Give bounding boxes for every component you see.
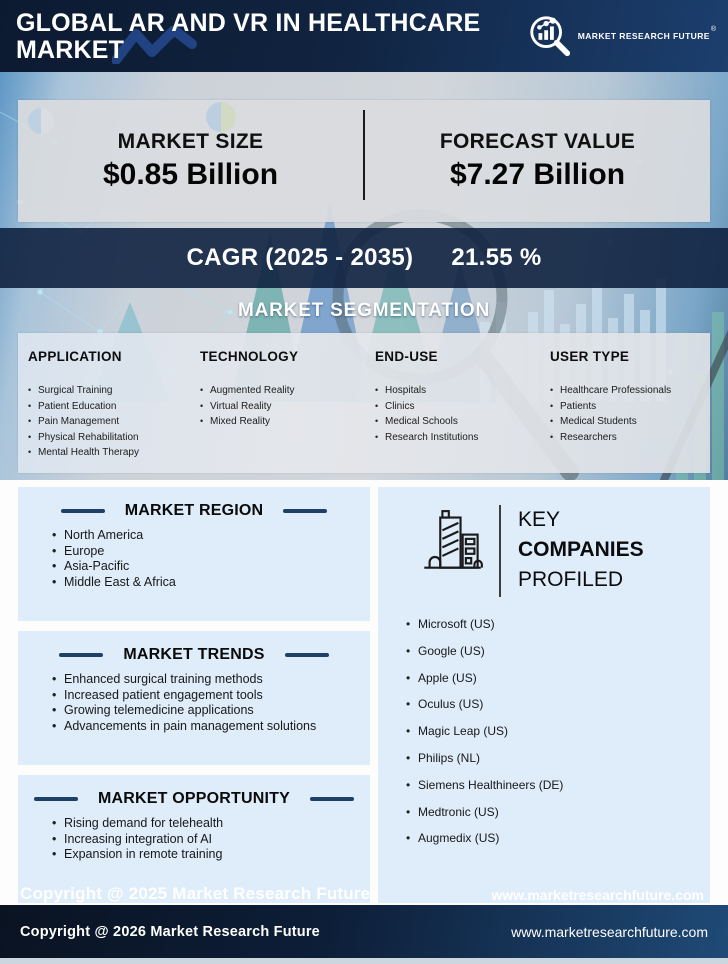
list-item: • Medtronic (US): [406, 799, 710, 826]
vertical-divider: [499, 505, 501, 597]
list-item: • Hospitals: [375, 383, 478, 399]
list-item: • Mental Health Therapy: [28, 445, 139, 461]
market-region-panel: [18, 487, 370, 621]
footer-bar: [0, 905, 728, 958]
list-item: • Siemens Healthineers (DE): [406, 772, 710, 799]
bottom-edge-strip: [0, 958, 728, 964]
market-opportunity-title: MARKET OPPORTUNITY: [97, 790, 291, 807]
market-stats-panel: [18, 100, 710, 222]
key-companies-title: [518, 505, 644, 595]
market-trends-panel: [18, 631, 370, 765]
market-opportunity-list: [52, 816, 370, 863]
key-companies-list: [406, 611, 710, 852]
segment-item-list: [375, 383, 478, 445]
list-item: • Researchers: [550, 430, 671, 446]
cagr-banner: [0, 228, 728, 288]
list-item: • Mixed Reality: [200, 414, 295, 430]
brand-logo: [527, 13, 716, 59]
market-size-label: MARKET SIZE: [117, 130, 264, 153]
segmentation-column-application: [28, 333, 196, 473]
list-item: • Virtual Reality: [200, 399, 295, 415]
list-item: • Apple (US): [406, 665, 710, 692]
list-item: • Patient Education: [28, 399, 139, 415]
segmentation-panel: [18, 333, 710, 473]
market-trends-title: MARKET TRENDS: [123, 646, 265, 663]
list-item: • Augmedix (US): [406, 825, 710, 852]
brand-name: MARKET RESEARCH FUTURE: [577, 31, 710, 41]
registered-mark: ®: [710, 25, 716, 33]
segmentation-column-technology: [200, 333, 368, 473]
segment-column-label: END-USE: [375, 349, 438, 364]
forecast-value-label: FORECAST VALUE: [439, 130, 636, 153]
list-item: • North America: [52, 528, 370, 544]
list-item: • Philips (NL): [406, 745, 710, 772]
list-item: • Middle East & Africa: [52, 575, 370, 591]
key-companies-header: [378, 503, 710, 603]
list-item: • Asia-Pacific: [52, 559, 370, 575]
market-size-value: $0.85 Billion: [102, 158, 279, 191]
list-item: • Pain Management: [28, 414, 139, 430]
segment-column-label: TECHNOLOGY: [200, 349, 299, 364]
segment-column-label: APPLICATION: [28, 349, 122, 364]
footer-website-link[interactable]: www.marketresearchfuture.com: [511, 923, 708, 940]
watermark-website-text: www.marketresearchfuture.com: [491, 887, 704, 903]
watermark-copyright-text: Copyright @ 2025 Market Research Future: [20, 884, 371, 903]
key-companies-title-line3: PROFILED: [518, 568, 624, 591]
footer-copyright: Copyright @ 2026 Market Research Future: [20, 923, 320, 940]
panel-heading: [18, 646, 370, 664]
key-companies-title-line2: COMPANIES: [518, 538, 644, 561]
cagr-label: CAGR (2025 - 2035): [186, 244, 414, 271]
list-item: • Expansion in remote training: [52, 847, 370, 863]
cagr-value: 21.55 %: [451, 244, 542, 271]
list-item: • Patients: [550, 399, 671, 415]
list-item: • Increasing integration of AI: [52, 832, 370, 848]
list-item: • Google (US): [406, 638, 710, 665]
panel-heading: [18, 502, 370, 520]
header-bar: [0, 0, 728, 72]
list-item: • Oculus (US): [406, 691, 710, 718]
heading-dash-left: [59, 653, 103, 657]
heading-dash-right: [285, 653, 329, 657]
hero-photo-section: [0, 72, 728, 480]
list-item: • Surgical Training: [28, 383, 139, 399]
list-item: • Augmented Reality: [200, 383, 295, 399]
market-trends-list: [52, 672, 370, 734]
forecast-value-value: $7.27 Billion: [449, 158, 626, 191]
list-item: • Clinics: [375, 399, 478, 415]
heading-dash-right: [310, 797, 354, 801]
list-item: • Medical Schools: [375, 414, 478, 430]
segmentation-column-end-use: [375, 333, 543, 473]
heading-dash-right: [283, 509, 327, 513]
list-item: • Microsoft (US): [406, 611, 710, 638]
list-item: • Physical Rehabilitation: [28, 430, 139, 446]
segmentation-column-user-type: [550, 333, 705, 473]
segment-item-list: [550, 383, 671, 445]
page-title: GLOBAL AR AND VR IN HEALTHCARE MARKET: [16, 9, 481, 64]
panel-heading: [18, 790, 370, 808]
segment-item-list: [200, 383, 295, 430]
key-companies-title-line1: KEY: [518, 508, 561, 531]
buildings-icon: [420, 509, 484, 573]
market-region-title: MARKET REGION: [124, 502, 264, 519]
list-item: • Research Institutions: [375, 430, 478, 446]
segment-item-list: [28, 383, 139, 461]
heading-dash-left: [61, 509, 105, 513]
list-item: • Advancements in pain management solutions: [52, 719, 370, 735]
list-item: • Magic Leap (US): [406, 718, 710, 745]
list-item: • Rising demand for telehealth: [52, 816, 370, 832]
key-companies-panel: [378, 487, 710, 903]
list-item: • Enhanced surgical training methods: [52, 672, 370, 688]
list-item: • Medical Students: [550, 414, 671, 430]
mrfr-magnifier-chart-logo-icon: [527, 13, 573, 59]
forecast-value-block: [365, 100, 710, 222]
segmentation-title: MARKET SEGMENTATION: [238, 300, 490, 321]
market-size-block: [18, 100, 363, 222]
list-item: • Healthcare Professionals: [550, 383, 671, 399]
heading-dash-left: [34, 797, 78, 801]
list-item: • Growing telemedicine applications: [52, 703, 370, 719]
list-item: • Europe: [52, 544, 370, 560]
list-item: • Increased patient engagement tools: [52, 688, 370, 704]
segment-column-label: USER TYPE: [550, 349, 630, 364]
market-region-list: [52, 528, 370, 590]
